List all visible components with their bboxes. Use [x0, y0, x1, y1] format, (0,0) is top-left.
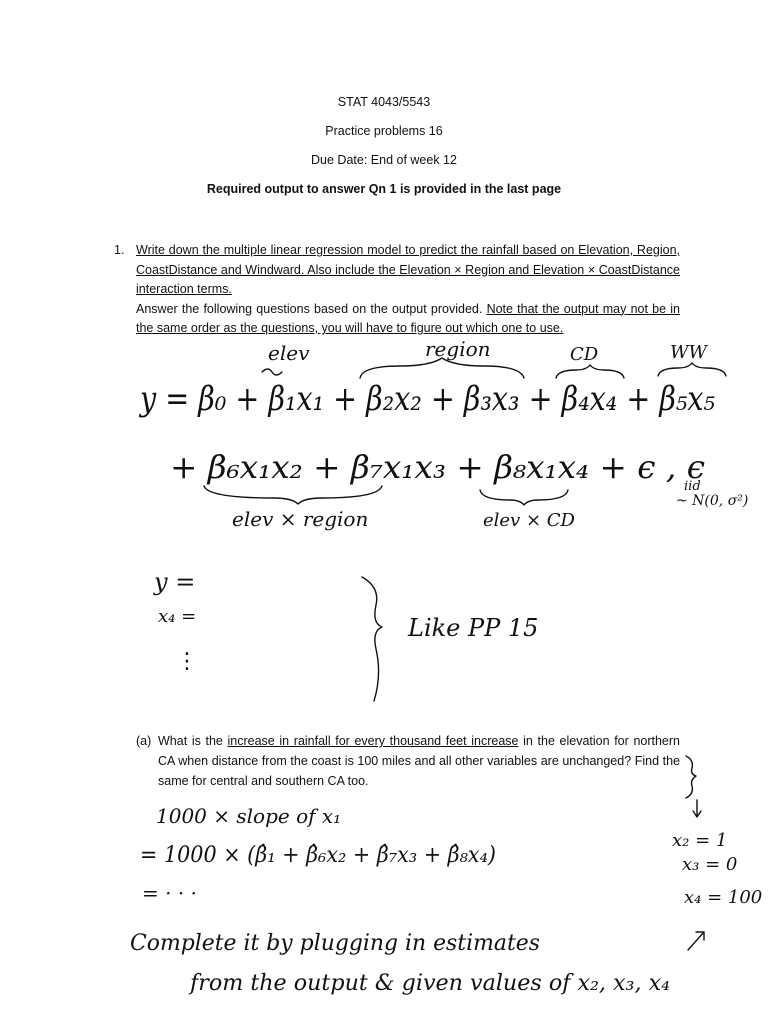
x2-value: x₂ = 1	[672, 830, 728, 851]
arrow-down	[693, 800, 701, 817]
complete-instruction-2: from the output & given values of x₂, x₃, x₄	[187, 971, 670, 996]
due-date: Due Date: End of week 12	[311, 153, 457, 167]
brace-elev	[262, 369, 282, 375]
brace-region	[360, 358, 524, 378]
course-code: STAT 4043/5543	[337, 95, 431, 109]
label-ww: WW	[670, 342, 708, 363]
answer-line-3: = · · ·	[142, 881, 197, 905]
brace-definitions	[362, 577, 382, 701]
error-distribution: ~ N(0, σ²)	[676, 493, 749, 509]
brace-ww	[658, 363, 726, 376]
label-elev-cd: elev × CD	[483, 510, 575, 531]
answer-line-1: 1000 × slope of x₁	[156, 804, 342, 828]
brace-elev-cd	[480, 490, 568, 505]
label-elev: elev	[268, 341, 310, 365]
x3-value: x₃ = 0	[682, 854, 738, 875]
required-output-note: Required output to answer Qn 1 is provided in the last page	[206, 182, 562, 196]
question-a-text-start: What is the	[158, 734, 228, 748]
brace-side	[686, 756, 696, 798]
label-region: region	[425, 337, 491, 361]
question-1-answer-note: Answer the following questions based on the output provided.	[136, 301, 487, 316]
model-equation-line1: y = β₀ + β₁x₁ + β₂x₂ + β₃x₃ + β₄x₄ + β₅x₅	[138, 379, 716, 419]
question-number: 1.	[114, 243, 125, 257]
arrow-up-right	[688, 932, 704, 950]
complete-instruction-1: Complete it by plugging in estimates	[130, 931, 540, 956]
question-1-order-note: Note that the output may not be in the same order as the questions, you will have to figure out which one to use.	[136, 301, 680, 335]
label-elev-region: elev × region	[232, 507, 369, 531]
answer-line-2: = 1000 × (β̂₁ + β̂₆x₂ + β̂₇x₃ + β̂₈x₄)	[140, 843, 496, 868]
question-1-instruction: Write down the multiple linear regression model to predict the rainfall based on Elevation, Region, CoastDistance and Windward. Also include the Elevation × Region and Elevation × CoastDistance interaction terms.	[136, 243, 680, 296]
brace-cd	[556, 365, 624, 378]
question-a-label: (a)	[136, 734, 152, 748]
like-pp15: Like PP 15	[408, 614, 539, 642]
practice-title: Practice problems 16	[325, 124, 443, 138]
model-equation-line2: + β₆x₁x₂ + β₇x₁x₃ + β₈x₁x₄ + ϵ , ϵ	[170, 448, 706, 486]
definition-dots: ⋮	[176, 649, 198, 674]
question-a-underlined: increase in rainfall for every thousand feet increase	[227, 734, 519, 748]
label-iid: iid	[684, 479, 701, 494]
label-cd: CD	[570, 344, 599, 365]
x4-definition: x₄ =	[158, 606, 197, 627]
question-a-text-end: in the elevation for northern CA when distance from the coast is 100 miles and all other variables are unchanged? Find the same for central and southern CA too.	[158, 734, 681, 788]
x4-value: x₄ = 100	[684, 887, 763, 908]
y-definition: y =	[154, 568, 196, 596]
brace-elev-region	[204, 486, 382, 504]
